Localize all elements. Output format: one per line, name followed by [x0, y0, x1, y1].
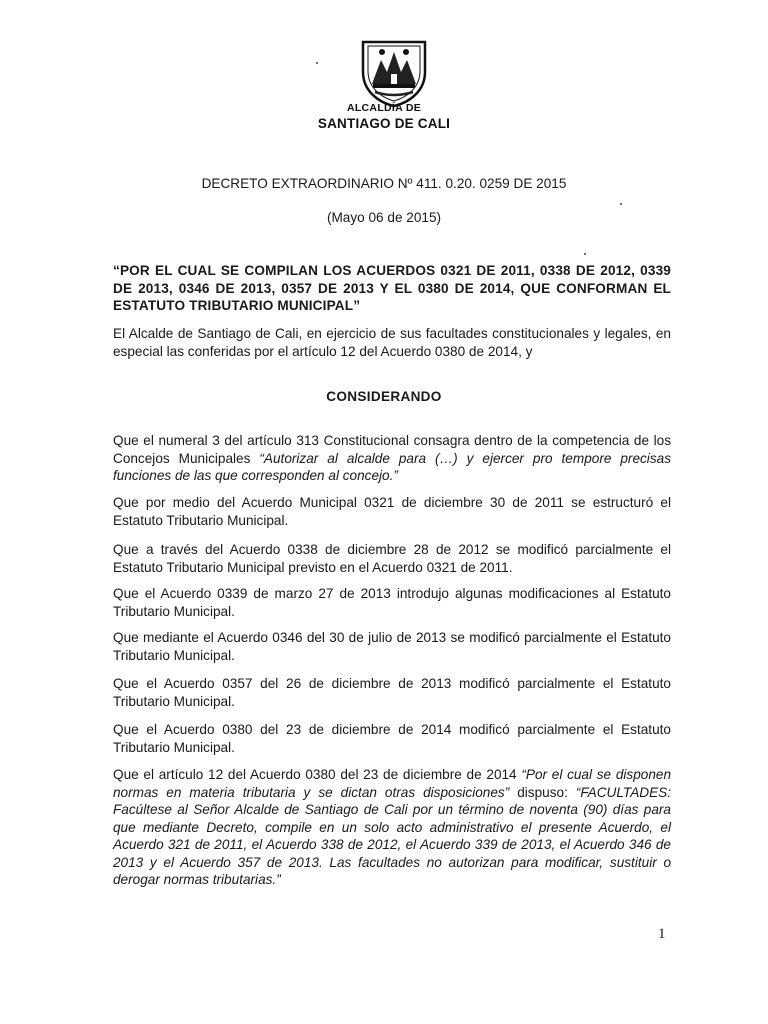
- considerando-heading: CONSIDERANDO: [326, 389, 442, 404]
- considerando-3: Que a través del Acuerdo 0338 de diciembre 28 de 2012 se modificó parcialmente el Estatuto Tributario Municipal previsto en el Acuerdo 0321 de 2011.: [113, 542, 671, 575]
- considerando-5: Que mediante el Acuerdo 0346 del 30 de julio de 2013 se modificó parcialmente el Estatuto Tributario Municipal.: [113, 630, 671, 663]
- entity-name-line2: SANTIAGO DE CALI: [317, 116, 451, 131]
- entity-name-line1: ALCALDÍA DE: [346, 102, 422, 114]
- coat-of-arms-icon: [355, 38, 433, 108]
- considerando-1-quote: “Autorizar al alcalde para (…) y ejercer pro tempore precisas funciones de las que corresponden al concejo.”: [113, 450, 671, 483]
- considerando-8-text: Que el artículo 12 del Acuerdo 0380 del 23 de diciembre de 2014: [113, 767, 522, 782]
- considerando-8-quote-facultades: “FACULTADES: Facúltese al Señor Alcalde de Santiago de Cali por un término de noventa (90) días para que mediante Decreto, compile en un solo acto administrativo el presente Acuerdo, el Acuerdo 321 de 2011, el Acuerdo 338 de 2012, el Acuerdo 339 de 2013, el Acuerdo 346 de 2013 y el Acuerdo 357 de 2013. Las facultades no autorizan para modificar, sustituir o derogar normas tributarias.”: [113, 784, 672, 887]
- decree-title: “POR EL CUAL SE COMPILAN LOS ACUERDOS 0321 DE 2011, 0338 DE 2012, 0339 DE 2013, 0346 DE 2013, 0357 DE 2013 Y EL 0380 DE 2014, QUE CONFORMAN EL ESTATUTO TRIBUTARIO MUNICIPAL”: [113, 263, 671, 313]
- considerando-1-text: Que el numeral 3 del artículo 313 Constitucional consagra dentro de la competencia de los Concejos Municipales: [113, 433, 671, 466]
- considerando-2: Que por medio del Acuerdo Municipal 0321 de diciembre 30 de 2011 se estructuró el Estatuto Tributario Municipal.: [113, 495, 671, 528]
- scan-speck: [316, 62, 318, 64]
- preamble: El Alcalde de Santiago de Cali, en ejercicio de sus facultades constitucionales y legales, en especial las conferidas por el artículo 12 del Acuerdo 0380 de 2014, y: [113, 326, 671, 359]
- considerando-1: [113, 432, 671, 485]
- considerando-8-connector: dispuso:: [509, 784, 576, 800]
- considerando-6: Que el Acuerdo 0357 del 26 de diciembre de 2013 modificó parcialmente el Estatuto Tributario Municipal.: [113, 676, 671, 709]
- considerando-4: Que el Acuerdo 0339 de marzo 27 de 2013 introdujo algunas modificaciones al Estatuto Tributario Municipal.: [113, 586, 671, 619]
- considerando-8: [113, 766, 671, 889]
- decree-date: (Mayo 06 de 2015): [326, 210, 442, 225]
- page-number: 1: [658, 926, 666, 942]
- scan-speck: [584, 253, 586, 255]
- considerando-8-quote-title: “Por el cual se disponen normas en materia tributaria y se dictan otras disposiciones”: [113, 767, 671, 800]
- scan-speck: [620, 203, 622, 205]
- decree-number: DECRETO EXTRAORDINARIO Nº 411. 0.20. 0259 DE 2015: [201, 176, 567, 191]
- considerando-7: Que el Acuerdo 0380 del 23 de diciembre de 2014 modificó parcialmente el Estatuto Tributario Municipal.: [113, 722, 671, 755]
